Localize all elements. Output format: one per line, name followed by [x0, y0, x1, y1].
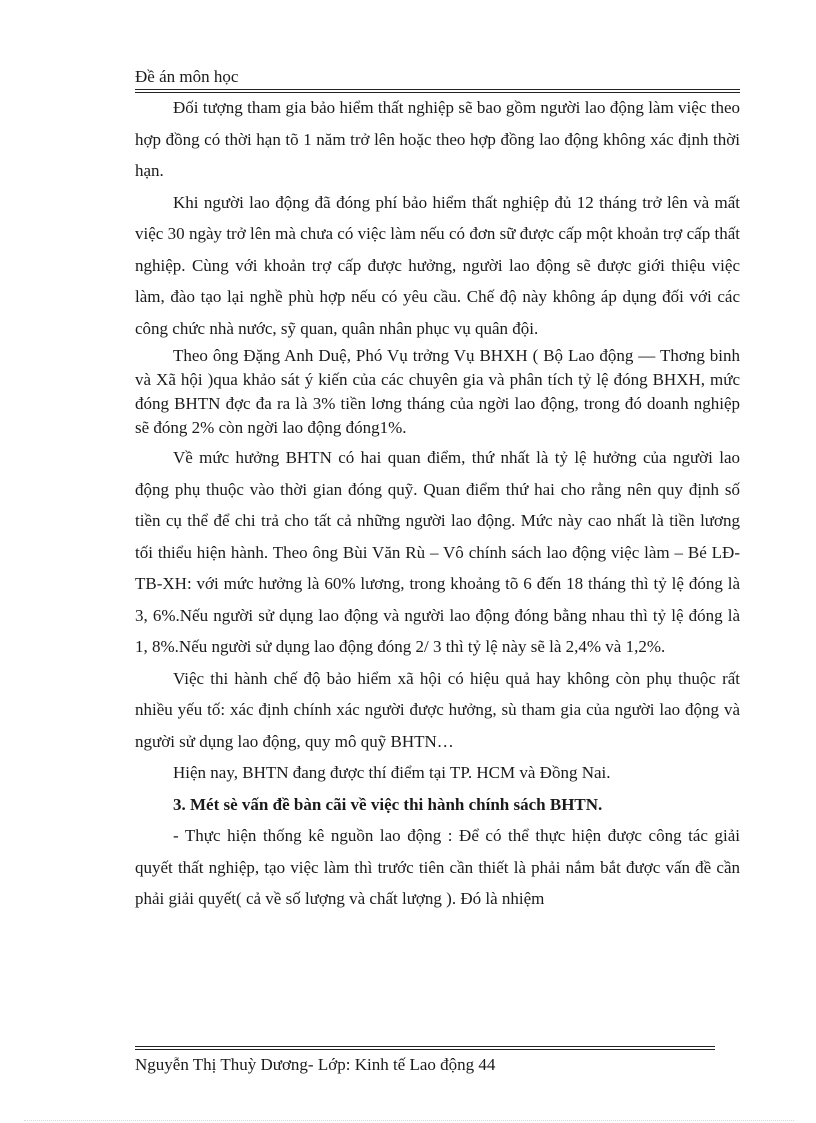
paragraph-contribution-rate: Theo ông Đặng Anh Duệ, Phó Vụ trởng Vụ BHXH ( Bộ Lao động — Thơng binh và Xã hội )qua khảo sát ý kiến của các chuyên gia và phân tích tỷ lệ đóng BHXH, mức đóng BHTN đợc đa ra là 3% tiền lơng tháng của ngời lao động, trong đó doanh nghiệp sẽ đóng 2% còn ngời lao động đóng1%. [135, 346, 740, 437]
footer-rule-bottom [135, 1049, 715, 1050]
page-bottom-edge [24, 1120, 794, 1121]
section-heading-3: 3. Mét sè vấn đề bàn cãi về việc thi hành chính sách BHTN. [173, 794, 603, 814]
paragraph-implementation-factors: Việc thi hành chế độ bảo hiểm xã hội có hiệu quả hay không còn phụ thuộc rất nhiều yếu tố: xác định chính xác người được hưởng, sù tham gia của người lao động và người sử dụng lao động, quy mô quỹ BHTN… [135, 668, 740, 751]
paragraph-benefit-conditions: Khi người lao động đã đóng phí bảo hiểm thất nghiệp đủ 12 tháng trở lên và mất việc 30 ngày trở lên mà chưa có việc làm nếu có đơn sữ được cấp một khoản trợ cấp thất nghiệp. Cùng với khoản trợ cấp được hưởng, người lao động sẽ được giới thiệu việc làm, đào tạo lại nghề phù hợp nếu có yêu cầu. Chế độ này không áp dụng đối với các công chức nhà nước, sỹ quan, quân nhân phục vụ quân đội. [135, 192, 740, 338]
footer-author-class: Nguyễn Thị Thuỳ Dương- Lớp: Kinh tế Lao động 44 [135, 1055, 496, 1074]
paragraph-insured-subjects: Đối tượng tham gia bảo hiểm thất nghiệp sẽ bao gồm người lao động làm việc theo hợp đồng có thời hạn tõ 1 năm trở lên hoặc theo hợp đồng lao động không xác định thời hạn. [135, 98, 740, 180]
paragraph-labor-statistics: - Thực hiện thống kê nguồn lao động : Để có thể thực hiện được công tác giải quyết thất nghiệp, tạo việc làm thì trước tiên cần thiết là phải nắm bắt được vấn đề cần phải giải quyết( cả về số lượng và chất lượng ). Đó là nhiệm [135, 826, 740, 908]
paragraph-pilot-locations: Hiện nay, BHTN đang được thí điểm tại TP. HCM và Đồng Nai. [173, 763, 611, 782]
document-body [135, 92, 740, 915]
header-title: Đề án môn học [135, 67, 239, 86]
header-rule-top [135, 89, 740, 90]
paragraph-benefit-levels: Về mức hưởng BHTN có hai quan điểm, thứ nhất là tỷ lệ hưởng của người lao động phụ thuộc vào thời gian đóng quỹ. Quan điểm thứ hai cho rằng nên quy định số tiền cụ thể để chi trả cho tất cả những người lao động. Mức này cao nhất là tiền lương tối thiểu hiện hành. Theo ông Bùi Văn Rù – Vô chính sách lao động việc làm – Bé LĐ-TB-XH: với mức hưởng là 60% lương, trong khoảng tõ 6 đến 18 tháng thì tỷ lệ đóng là 3, 6%.Nếu người sử dụng lao động và người lao động đóng bằng nhau thì tỷ lệ đóng là 1, 8%.Nếu người sử dụng lao động đóng 2/ 3 thì tỷ lệ này sẽ là 2,4% và 1,2%. [135, 448, 740, 656]
footer-rule-top [135, 1046, 715, 1047]
